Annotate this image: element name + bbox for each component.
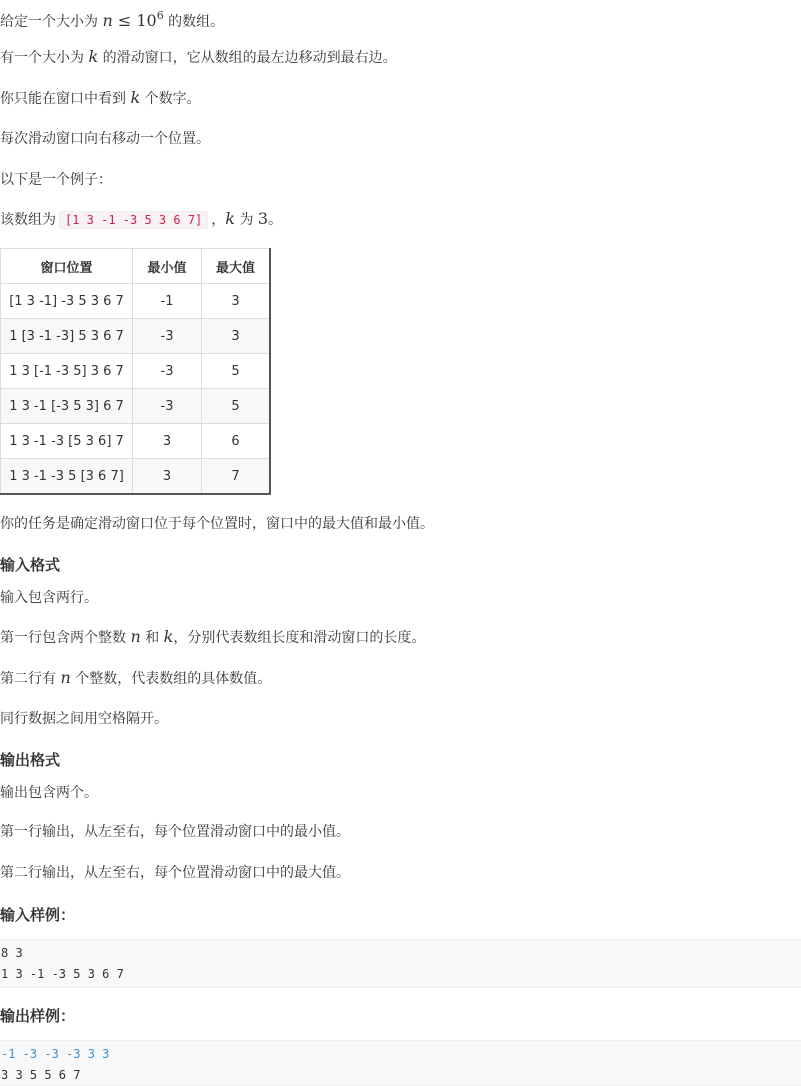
input-format-line-2 [0, 627, 425, 648]
input-l3-text: 第二行有 [0, 671, 56, 687]
intro-paragraph-2 [0, 47, 397, 68]
table-cell: 3 [133, 424, 202, 459]
input-l2-text: 第一行包含两个整数 [0, 630, 126, 646]
input-format-line-1: 输入包含两行。 [0, 590, 98, 606]
input-l2-tail: ，分别代表数组长度和滑动窗口的长度。 [173, 630, 426, 646]
math-var-n: n [130, 627, 141, 646]
intro-paragraph-1 [0, 6, 224, 32]
inline-code-array: [1 3 -1 -3 5 3 6 7] [59, 211, 208, 229]
table-cell: -3 [133, 354, 202, 389]
math-var-n: n [102, 11, 113, 30]
table-cell: 1 3 [-1 -3 5] 3 6 7 [1, 354, 133, 389]
task-paragraph: 你的任务是确定滑动窗口位于每个位置时，窗口中的最大值和最小值。 [0, 516, 434, 532]
math-relation: ≤ 10 [112, 11, 157, 30]
table-row [1, 424, 271, 459]
table-row [1, 459, 271, 495]
intro-p6-text: 该数组为 [0, 212, 56, 228]
output-format-heading: 输出格式 [0, 751, 61, 769]
input-l2-and: 和 [145, 630, 160, 646]
intro-paragraph-5: 以下是一个例子： [0, 172, 112, 188]
intro-paragraph-4: 每次滑动窗口向右移动一个位置。 [0, 131, 210, 147]
sample-output-line: -1 -3 -3 -3 3 3 [1, 1047, 110, 1061]
input-format-heading: 输入格式 [0, 556, 61, 574]
table-cell: 3 [202, 319, 271, 354]
table-cell: 1 3 -1 -3 [5 3 6] 7 [1, 424, 133, 459]
intro-p2-text: 有一个大小为 [0, 50, 84, 66]
intro-p6-comma: ， [211, 212, 226, 228]
table-row [1, 354, 271, 389]
intro-paragraph-6 [0, 209, 282, 230]
table-cell: -1 [133, 284, 202, 319]
math-var-k: k [88, 47, 99, 66]
math-number: 3 [257, 209, 269, 228]
table-cell: 1 3 -1 [-3 5 3] 6 7 [1, 389, 133, 424]
intro-p6-wei: 为 [239, 212, 254, 228]
table-cell: [1 3 -1] -3 5 3 6 7 [1, 284, 133, 319]
input-format-line-4: 同行数据之间用空格隔开。 [0, 711, 168, 727]
table-cell: -3 [133, 319, 202, 354]
sample-input-codeblock [0, 939, 801, 988]
intro-paragraph-3 [0, 88, 201, 109]
intro-p3-text: 你只能在窗口中看到 [0, 91, 126, 107]
table-header-cell: 窗口位置 [1, 249, 133, 284]
math-var-k: k [163, 627, 174, 646]
table-cell: 3 [133, 459, 202, 495]
table-cell: 3 [202, 284, 271, 319]
sample-input-line: 8 3 [1, 946, 23, 960]
sample-input-line: 1 3 -1 -3 5 3 6 7 [1, 967, 124, 981]
input-l3-tail: 个整数，代表数组的具体数值。 [75, 671, 272, 687]
math-exponent: 6 [156, 9, 164, 22]
table-header-cell: 最大值 [202, 249, 271, 284]
table-cell: 5 [202, 354, 271, 389]
math-var-n: n [60, 668, 71, 687]
table-header-cell: 最小值 [133, 249, 202, 284]
intro-p1-tail: 的数组。 [163, 14, 225, 30]
intro-p6-tail: 。 [268, 212, 283, 228]
table-row [1, 284, 271, 319]
intro-p3-tail: 个数字。 [144, 91, 201, 107]
table-row [1, 319, 271, 354]
table-cell: 7 [202, 459, 271, 495]
table-cell: 1 [3 -1 -3] 5 3 6 7 [1, 319, 133, 354]
table-cell: -3 [133, 389, 202, 424]
sample-output-codeblock [0, 1040, 801, 1086]
sample-output-heading: 输出样例： [0, 1007, 76, 1025]
output-format-line-3: 第二行输出，从左至右，每个位置滑动窗口中的最大值。 [0, 865, 350, 881]
sample-output-line: 3 3 5 5 6 7 [1, 1068, 81, 1082]
window-table [0, 248, 271, 495]
table-cell: 5 [202, 389, 271, 424]
table-cell: 1 3 -1 -3 5 [3 6 7] [1, 459, 133, 495]
table-cell: 6 [202, 424, 271, 459]
intro-p2-tail: 的滑动窗口，它从数组的最左边移动到最右边。 [102, 50, 397, 66]
output-format-line-2: 第一行输出，从左至右，每个位置滑动窗口中的最小值。 [0, 824, 350, 840]
intro-p1-text: 给定一个大小为 [0, 14, 98, 30]
input-format-line-3 [0, 668, 271, 689]
sample-input-heading: 输入样例： [0, 906, 76, 924]
table-row [1, 389, 271, 424]
table-header-row [1, 249, 271, 284]
math-var-k: k [225, 209, 235, 228]
output-format-line-1: 输出包含两个。 [0, 785, 98, 801]
math-var-k: k [130, 88, 141, 107]
